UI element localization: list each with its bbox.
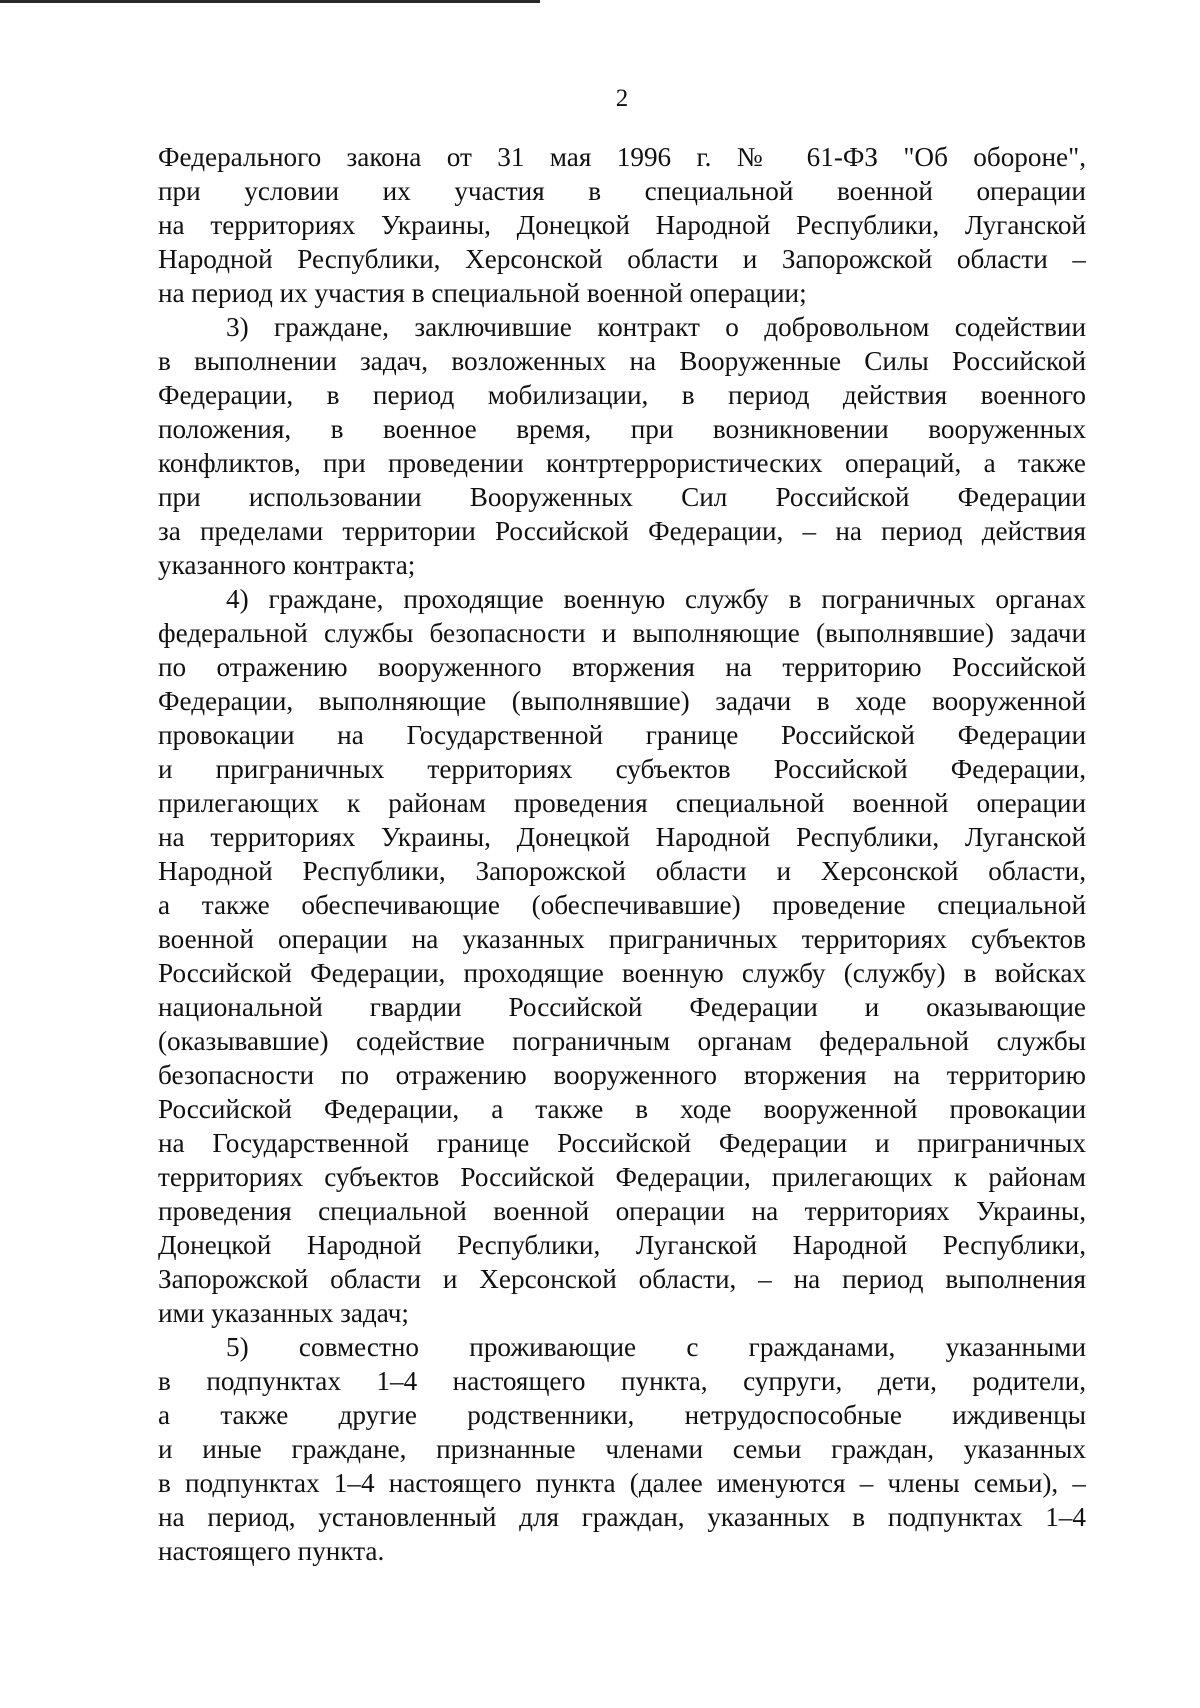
text-line: 4) граждане, проходящие военную службу в пограничных органах <box>226 584 1086 614</box>
text-line: территориях субъектов Российской Федерации, прилегающих к районам <box>158 1162 1086 1192</box>
text-line: на Государственной границе Российской Федерации и приграничных <box>158 1128 1086 1158</box>
text-line: Запорожской области и Херсонской области, – на период выполнения <box>158 1264 1086 1294</box>
text-line: по отражению вооруженного вторжения на территорию Российской <box>158 652 1086 682</box>
text-line: на территориях Украины, Донецкой Народной Республики, Луганской <box>158 210 1086 240</box>
text-line: военной операции на указанных приграничных территориях субъектов <box>158 924 1086 954</box>
text-line: а также обеспечивающие (обеспечивавшие) проведение специальной <box>158 890 1086 920</box>
text-line: при использовании Вооруженных Сил Российской Федерации <box>158 482 1086 512</box>
text-line: в подпунктах 1–4 настоящего пункта (далее именуются – члены семьи), – <box>158 1468 1086 1498</box>
text-line: положения, в военное время, при возникновении вооруженных <box>158 414 1086 444</box>
text-line: Российской Федерации, проходящие военную службу (службу) в войсках <box>158 958 1086 988</box>
text-line: Народной Республики, Херсонской области и Запорожской области – <box>158 244 1086 274</box>
text-line: и приграничных территориях субъектов Российской Федерации, <box>158 754 1086 784</box>
text-line: а также другие родственники, нетрудоспособные иждивенцы <box>158 1400 1086 1430</box>
text-line: Федерации, в период мобилизации, в период действия военного <box>158 380 1086 410</box>
text-line: Народной Республики, Запорожской области и Херсонской области, <box>158 856 1086 886</box>
text-line: (оказывавшие) содействие пограничным органам федеральной службы <box>158 1026 1086 1056</box>
text-line: Федерального закона от 31 мая 1996 г. № 61-ФЗ "Об обороне", <box>158 142 1086 172</box>
text-line: настоящего пункта. <box>158 1536 385 1566</box>
text-line: в подпунктах 1–4 настоящего пункта, супруги, дети, родители, <box>158 1366 1086 1396</box>
text-line: Федерации, выполняющие (выполнявшие) задачи в ходе вооруженной <box>158 686 1086 716</box>
document-body <box>158 140 1086 1568</box>
text-line: при условии их участия в специальной военной операции <box>158 176 1086 206</box>
text-line: прилегающих к районам проведения специальной военной операции <box>158 788 1086 818</box>
text-line: на период их участия в специальной военной операции; <box>158 278 807 308</box>
page-number: 2 <box>615 85 629 112</box>
text-line: на период, установленный для граждан, указанных в подпунктах 1–4 <box>158 1502 1086 1532</box>
text-line: провокации на Государственной границе Российской Федерации <box>158 720 1086 750</box>
text-line: конфликтов, при проведении контртеррористических операций, а также <box>158 448 1086 478</box>
text-line: за пределами территории Российской Федерации, – на период действия <box>158 516 1086 546</box>
text-line: национальной гвардии Российской Федерации и оказывающие <box>158 992 1086 1022</box>
text-line: 3) граждане, заключившие контракт о добровольном содействии <box>226 312 1086 342</box>
text-line: Российской Федерации, а также в ходе вооруженной провокации <box>158 1094 1086 1124</box>
text-line: 5) совместно проживающие с гражданами, указанными <box>226 1332 1086 1362</box>
scan-top-edge <box>0 0 540 3</box>
text-line: на территориях Украины, Донецкой Народной Республики, Луганской <box>158 822 1086 852</box>
text-line: ими указанных задач; <box>158 1298 409 1328</box>
text-line: Донецкой Народной Республики, Луганской Народной Республики, <box>158 1230 1086 1260</box>
text-line: и иные граждане, признанные членами семьи граждан, указанных <box>158 1434 1086 1464</box>
text-line: указанного контракта; <box>158 550 416 580</box>
text-line: федеральной службы безопасности и выполняющие (выполнявшие) задачи <box>158 618 1086 648</box>
text-line: проведения специальной военной операции на территориях Украины, <box>158 1196 1086 1226</box>
text-line: безопасности по отражению вооруженного вторжения на территорию <box>158 1060 1086 1090</box>
text-line: в выполнении задач, возложенных на Вооруженные Силы Российской <box>158 346 1086 376</box>
